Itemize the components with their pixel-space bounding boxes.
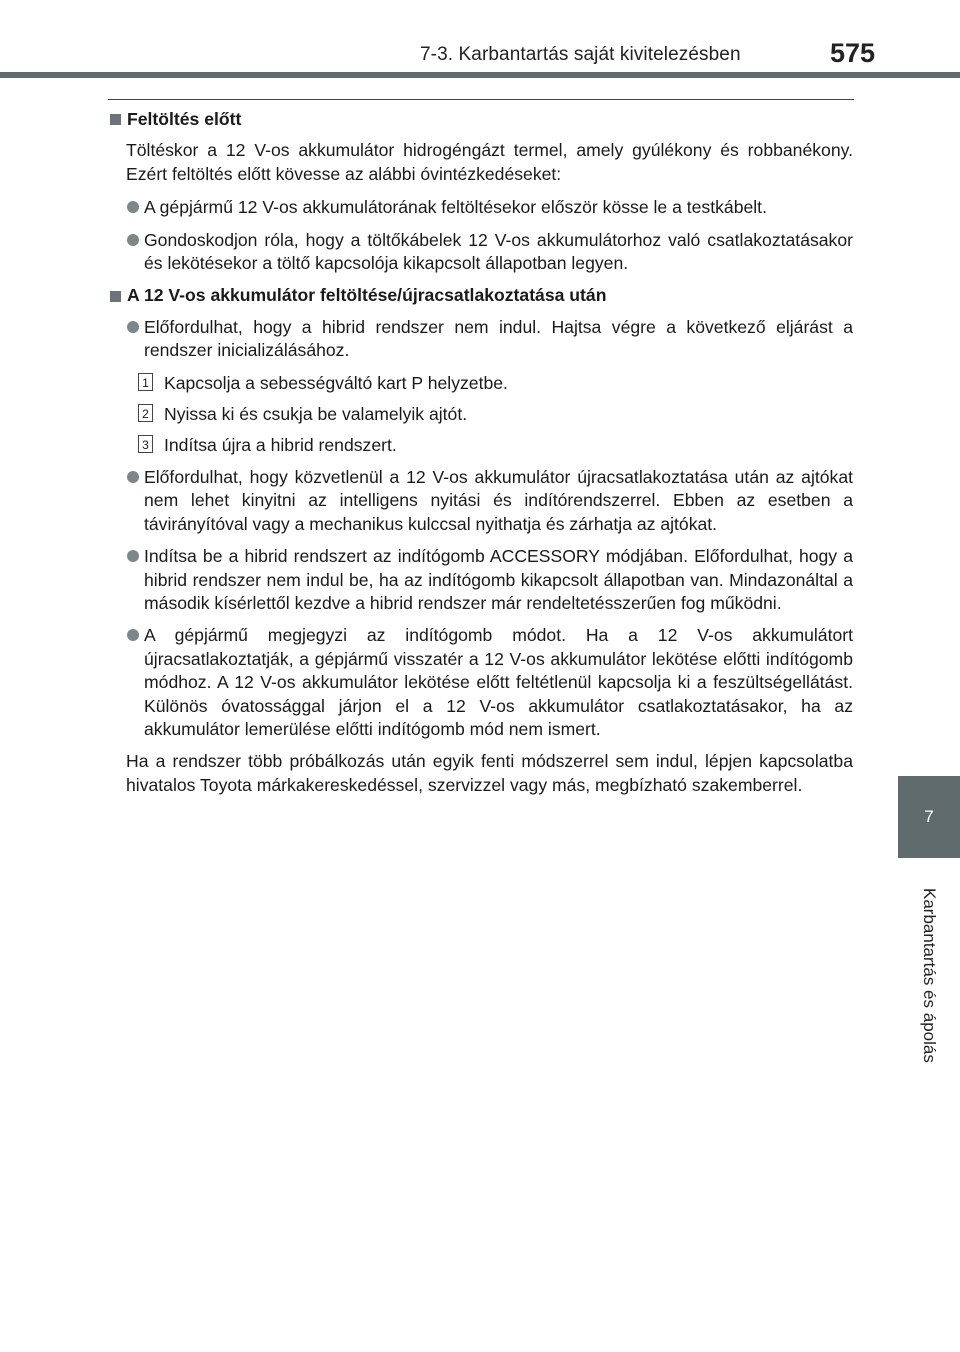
round-bullet-icon bbox=[127, 234, 139, 246]
step-number-badge: 2 bbox=[138, 404, 153, 422]
square-bullet-icon bbox=[110, 291, 121, 302]
step-text: Indítsa újra a hibrid rendszert. bbox=[164, 435, 397, 456]
section-heading-text: Feltöltés előtt bbox=[127, 109, 242, 129]
bullet-item bbox=[108, 624, 853, 741]
bullet-text: Gondoskodjon róla, hogy a töltőkábelek 12 V-os akkumulátorhoz való csatlakoztatásakor és lekötésekor a töltő kapcsolója kikapcsolt állapotban legyen. bbox=[144, 229, 853, 274]
step-item bbox=[108, 434, 853, 457]
step-item bbox=[108, 372, 853, 395]
bullet-text: Előfordulhat, hogy közvetlenül a 12 V-os akkumulátor újracsatlakoztatása után az ajtókat nem lehet kinyitni az intelligens nyitási és indítórendszerrel. Ebben az esetben a távirányítóval vagy a mechanikus kulccsal nyithatja és zárhatja az ajtókat. bbox=[144, 466, 853, 534]
footnote: Ha a rendszer több próbálkozás után egyik fenti módszerrel sem indul, lépjen kapcsolatba hivatalos Toyota márkakereskedéssel, szervizzel vagy más, megbízható szakemberrel. bbox=[126, 751, 853, 795]
square-bullet-icon bbox=[110, 114, 121, 125]
step-text: Nyissa ki és csukja be valamelyik ajtót. bbox=[164, 404, 468, 425]
bullet-item bbox=[108, 196, 853, 219]
section-heading bbox=[108, 108, 853, 131]
round-bullet-icon bbox=[127, 550, 139, 562]
bullet-item bbox=[108, 466, 853, 536]
chapter-label bbox=[898, 870, 960, 1080]
step-number-badge: 1 bbox=[138, 373, 153, 391]
chapter-number: 7 bbox=[924, 807, 934, 826]
bullet-text: Indítsa be a hibrid rendszert az indítógomb ACCESSORY módjában. Előfordulhat, hogy a hibrid rendszer nem indul be, ha az indítógomb kikapcsolt állapotban van. Mindazonáltal a második kísérlettől kezdve a hibrid rendszer már rendeltetésszerűen fog működni. bbox=[144, 546, 853, 613]
bullet-text: A gépjármű 12 V-os akkumulátorának feltöltésekor először kösse le a testkábelt. bbox=[144, 197, 767, 218]
section-intro: Töltéskor a 12 V-os akkumulátor hidrogéngázt termel, amely gyúlékony és robbanékony. Ezért feltöltés előtt kövesse az alábbi óvintézkedéseket: bbox=[126, 140, 853, 184]
bullet-item bbox=[108, 545, 853, 615]
page-content bbox=[108, 108, 853, 797]
round-bullet-icon bbox=[127, 321, 139, 333]
bullet-item bbox=[108, 229, 853, 276]
step-text: Kapcsolja a sebességváltó kart P helyzetbe. bbox=[164, 372, 508, 393]
step-number-badge: 3 bbox=[138, 435, 153, 453]
header-rule bbox=[0, 72, 960, 78]
step-item bbox=[108, 403, 853, 426]
round-bullet-icon bbox=[127, 629, 139, 641]
bullet-text: Előfordulhat, hogy a hibrid rendszer nem indul. Hajtsa végre a következő eljárást a rendszer inicializálásához. bbox=[144, 316, 853, 361]
bullet-item bbox=[108, 316, 853, 363]
section-heading-text: A 12 V-os akkumulátor feltöltése/újracsatlakoztatása után bbox=[127, 285, 607, 306]
chapter-label-text: Karbantartás és ápolás bbox=[920, 887, 939, 1063]
section-heading bbox=[108, 284, 853, 307]
bullet-text: A gépjármű megjegyzi az indítógomb módot. Ha a 12 V-os akkumulátort újracsatlakoztatják, a gépjármű visszatér a 12 V-os akkumulátor lekötése előtti indítógomb módhoz. A 12 V-os akkumulátor lekötése előtt feltétlenül kapcsolja ki a feszültségellátást. Különös óvatossággal járjon el a 12 V-os akkumulátor csatlakoztatásakor, ha az akkumulátor lemerülése előtti indítógomb mód nem ismert. bbox=[144, 625, 853, 739]
content-rule bbox=[108, 99, 854, 100]
round-bullet-icon bbox=[127, 201, 139, 213]
page-number: 575 bbox=[830, 38, 876, 68]
round-bullet-icon bbox=[127, 471, 139, 483]
header-title: 7-3. Karbantartás saját kivitelezésben bbox=[420, 44, 741, 65]
chapter-tab bbox=[898, 776, 960, 858]
